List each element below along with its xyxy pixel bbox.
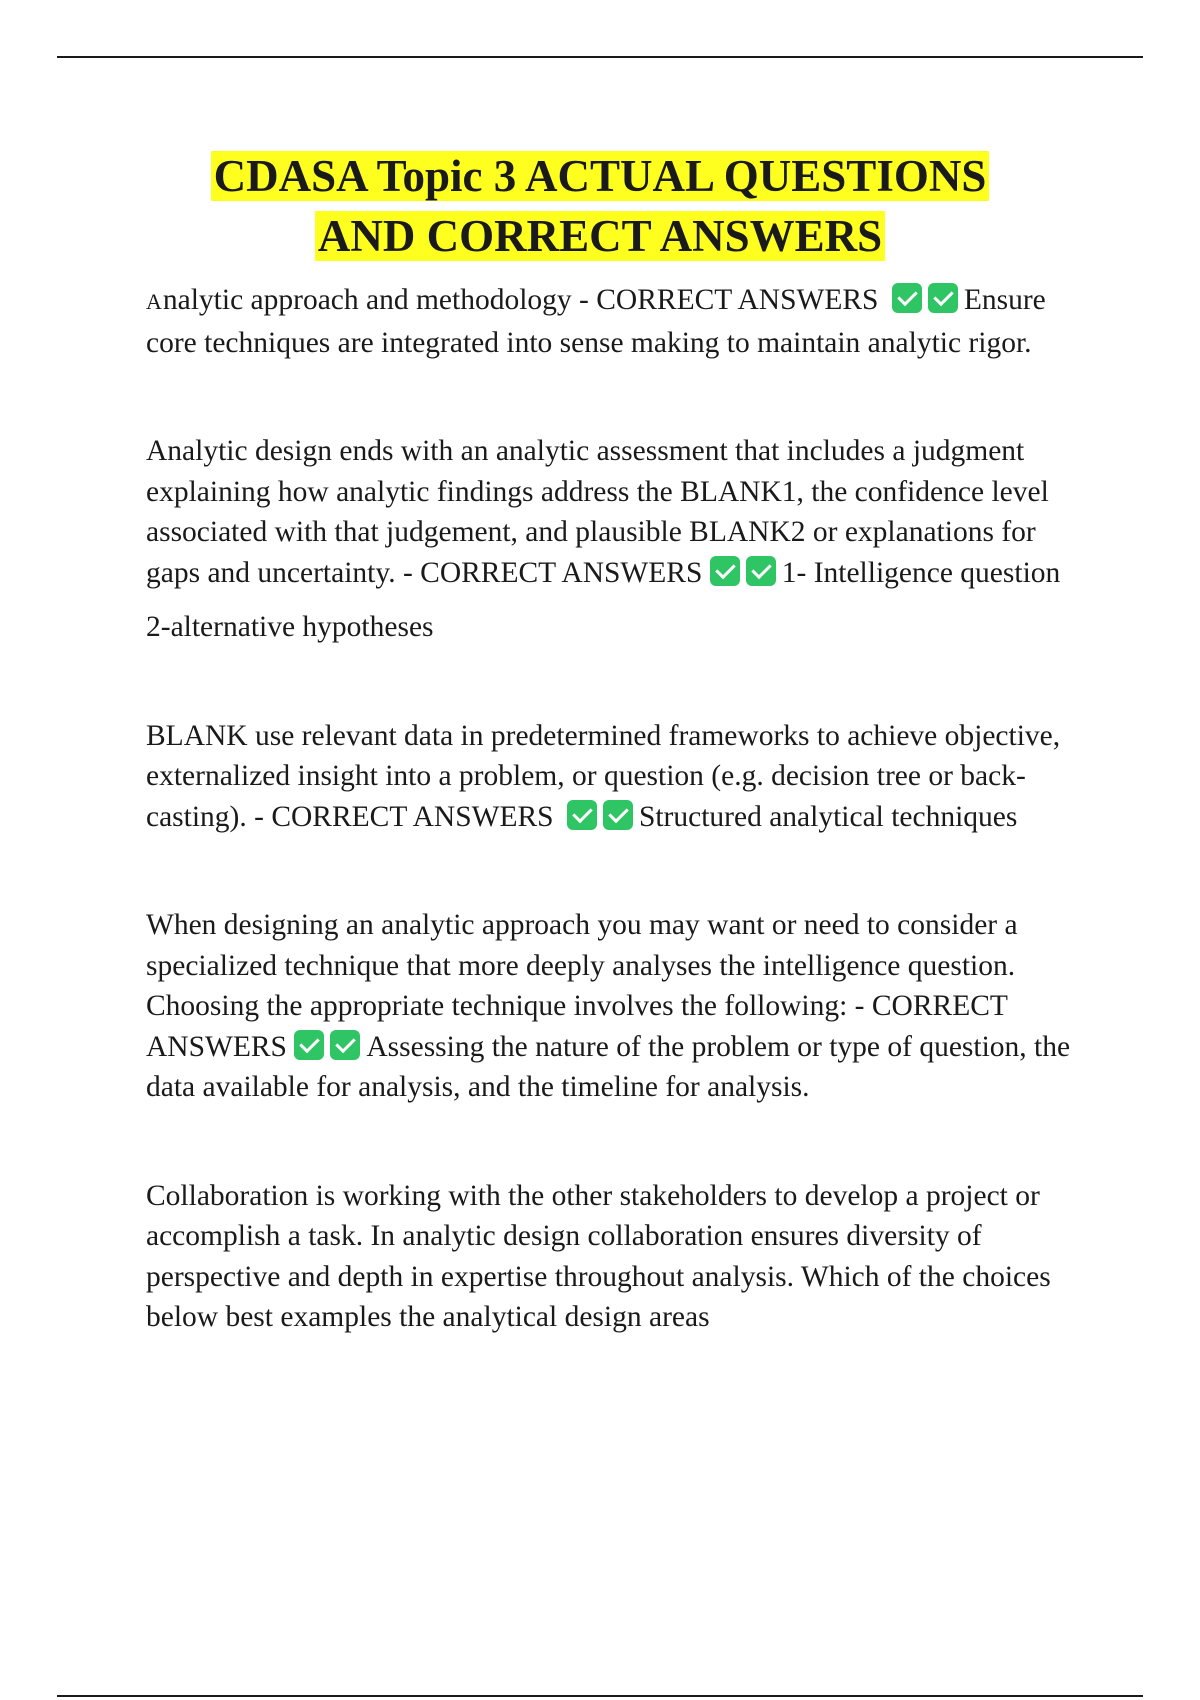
question-text: Collaboration is working with the other stakeholders to develop a project or accomplish a task. In analytic design collaboration ensures diversity of perspective and depth in expertise throughout analysis. Which of the choices below best examples the analytical design areas [146,1179,1051,1333]
document-title [0,146,1200,266]
check-mark-icon [710,556,740,586]
qa-item-4 [146,905,1076,1108]
qa-item-3 [146,716,1076,838]
check-mark-icon [567,800,597,830]
qa-item-5 [146,1176,1076,1338]
question-text: When designing an analytic approach you may want or need to consider a specialized technique that more deeply analyses the intelligence question. Choosing the appropriate technique involves the following: - CORRECT ANSWERS [146,909,1018,1063]
check-mark-icon [294,1030,324,1060]
answer-text: Structured analytical techniques [638,800,1018,833]
title-line-2: AND CORRECT ANSWERS [315,211,885,261]
check-mark-icon [928,283,958,313]
check-mark-icon [330,1030,360,1060]
answer-text: 1- Intelligence question [781,556,1061,589]
question-text: Analytic design ends with an analytic assessment that includes a judgment explaining how analytic findings address the BLANK1, the confidence level associated with that judgement, and plausible BLANK2 or explanations for gaps and uncertainty. - CORRECT ANSWERS [146,435,1049,589]
header-rule [57,56,1143,58]
qa-item-2 [146,431,1076,593]
answer-text: 2-alternative hypotheses [146,611,434,643]
document-body [146,280,1076,1338]
title-line-1: CDASA Topic 3 ACTUAL QUESTIONS [211,151,990,201]
qa-item-1 [146,280,1076,363]
answer-text: Assessing the nature of the problem or type of question, the data available for analysis, and the timeline for analysis. [146,1030,1071,1103]
question-text: BLANK use relevant data in predetermined frameworks to achieve objective, externalized insight into a problem, or question (e.g. decision tree or back-casting). - CORRECT ANSWERS [146,719,1061,833]
answer-text: Ensure core techniques are integrated into sense making to maintain analytic rigor. [146,284,1046,359]
qa-item-2-answer-line-2 [146,607,1076,648]
footer-rule [57,1695,1143,1697]
check-mark-icon [603,800,633,830]
check-mark-icon [746,556,776,586]
question-text: nalytic approach and methodology - CORRECT ANSWERS [162,284,879,316]
question-first-letter: A [146,289,163,314]
check-mark-icon [892,283,922,313]
